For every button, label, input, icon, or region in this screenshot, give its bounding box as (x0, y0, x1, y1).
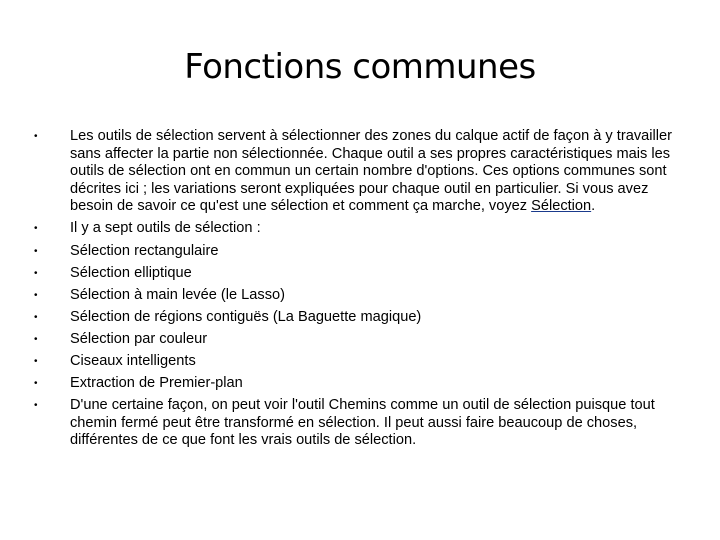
list-item-text: Sélection de régions contiguës (La Baguette magique) (70, 308, 422, 325)
list-item-text: Extraction de Premier-plan (70, 375, 243, 392)
bullet-icon: • (34, 131, 38, 142)
paragraph-text: Les outils de sélection servent à sélectionner des zones du calque actif de façon à y travailler sans affecter la partie non sélectionnée. Chaque outil a ses propres caractéristiques mais les outils de sélection ont en commun un certain nombre d'options. Ces options communes sont décrites ici ; les variations seront expliquées pour chaque outil en particulier. Si vous avez besoin de savoir ce qu'est une sélection et comment ça marche, voyez (70, 128, 672, 215)
list-item-text: Ciseaux intelligents (70, 353, 196, 370)
list-item-text: D'une certaine façon, on peut voir l'outil Chemins comme un outil de sélection puisque tout chemin fermé peut être transformé en sélection. Il peut aussi faire beaucoup de choses, différentes de ce que font les vrais outils de sélection. (70, 397, 655, 449)
list-item (34, 309, 684, 327)
list-item-text: Sélection elliptique (70, 264, 192, 281)
bullet-icon: • (34, 223, 38, 235)
bullet-icon: • (34, 289, 38, 301)
slide-title: Fonctions communes (184, 46, 536, 87)
bullet-icon: • (34, 267, 38, 279)
list-item (34, 265, 684, 283)
list-item (34, 331, 684, 349)
list-item-text: Sélection par couleur (70, 330, 208, 347)
selection-link[interactable] (531, 198, 591, 214)
list-item (34, 220, 684, 238)
list-item (34, 287, 684, 305)
list-item-text: Il y a sept outils de sélection : (70, 220, 261, 237)
selection-link-label: Sélection (531, 198, 592, 215)
bullet-icon: • (34, 400, 38, 412)
list-item (34, 353, 684, 371)
list-item (34, 243, 684, 261)
list-item-text: Sélection à main levée (le Lasso) (70, 286, 285, 303)
bullet-icon: • (34, 311, 38, 323)
list-item-text: Sélection rectangulaire (70, 242, 219, 259)
list-item (34, 375, 684, 393)
bullet-icon: • (34, 356, 38, 368)
list-item (34, 128, 684, 216)
bullet-icon: • (34, 333, 38, 345)
paragraph-end: . (591, 198, 596, 215)
bullet-icon: • (34, 245, 38, 257)
list-item (34, 397, 684, 450)
bullet-list (34, 128, 684, 455)
bullet-icon: • (34, 378, 38, 390)
